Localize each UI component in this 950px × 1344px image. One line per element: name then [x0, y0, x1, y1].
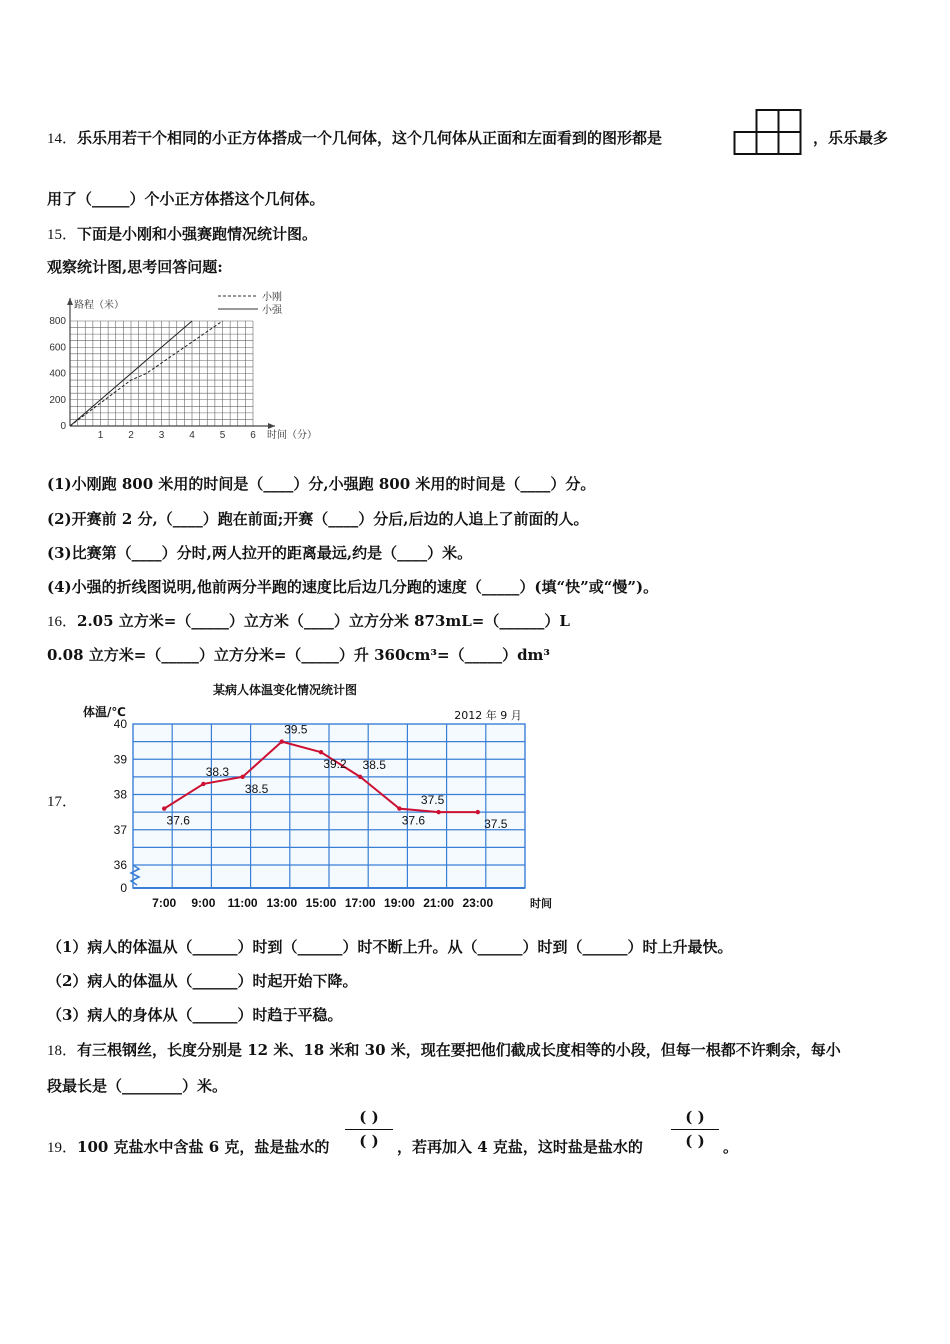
data-label: 39.2: [323, 757, 347, 772]
q19-text-c: 。: [723, 1138, 739, 1156]
q15-title-line: [47, 224, 317, 245]
y-tick-label: 0: [120, 881, 127, 895]
x-tick-label: 5: [219, 430, 226, 441]
x-tick-label: 15:00: [305, 896, 337, 910]
x-tick-label: 17:00: [344, 896, 376, 910]
y-axis-label: 路程（米）: [74, 300, 124, 311]
q15-sub3: (3)比赛第（____）分时,两人拉开的距离最远,约是（____）米。: [47, 544, 473, 562]
q17-sub3: （3）病人的身体从（______）时趋于平稳。: [47, 1006, 343, 1024]
data-point: [476, 810, 480, 814]
q19-text-a: 100 克盐水中含盐 6 克，盐是盐水的: [77, 1138, 330, 1156]
x-tick-label: 19:00: [384, 896, 415, 910]
y-tick-label: 40: [113, 717, 127, 731]
x-tick-label: 21:00: [423, 896, 454, 910]
q19-fraction-1-numerator: ( ): [359, 1108, 379, 1126]
fraction-bar: [671, 1129, 719, 1130]
q17-number: [47, 791, 77, 812]
q15-number: 15．: [47, 227, 78, 243]
q19-line: [47, 1137, 329, 1158]
x-tick-label: 4: [189, 430, 195, 441]
data-label: 38.5: [244, 781, 269, 796]
data-label: 38.3: [205, 764, 230, 779]
data-label: 37.6: [166, 813, 190, 828]
data-point: [201, 782, 205, 786]
legend-label: 小刚: [262, 292, 282, 303]
q16-line1-wrap: [47, 611, 570, 632]
q18-number: 18．: [47, 1043, 78, 1059]
q14-text-b: ，乐乐最多: [813, 129, 889, 147]
data-point: [162, 806, 166, 810]
data-label: 37.6: [401, 813, 426, 828]
data-label: 38.5: [362, 757, 386, 772]
q17-sub2: （2）病人的体温从（______）时起开始下降。: [47, 972, 358, 990]
y-tick-label: 38: [113, 787, 127, 802]
y-tick-label: 200: [49, 394, 66, 406]
x-tick-label: 9:00: [191, 896, 216, 910]
y-tick-label: 0: [60, 421, 66, 432]
data-point: [397, 806, 401, 810]
x-tick-label: 3: [158, 430, 165, 441]
legend-label: 小强: [262, 305, 282, 316]
q15-prompt: 观察统计图,思考回答问题:: [47, 258, 223, 276]
q16-line2: 0.08 立方米=（_____）立方分米=（_____）升 360cm³=（_____）dm³: [47, 646, 550, 664]
q14-square: [735, 132, 757, 154]
data-point: [319, 750, 323, 754]
x-tick-label: 2: [128, 430, 134, 441]
x-axis-label: 时间: [530, 897, 552, 910]
q15-title: 下面是小刚和小强赛跑情况统计图。: [77, 225, 318, 243]
q19-fraction-2-numerator: ( ): [685, 1108, 705, 1126]
temperature-chart: [78, 678, 552, 916]
q16-line1: 2.05 立方米=（_____）立方米（____）立方分米 873mL=（______）L: [77, 612, 570, 630]
data-point: [280, 739, 284, 743]
q15-sub1: (1)小刚跑 800 米用的时间是（____）分,小强跑 800 米用的时间是（____）分。: [47, 475, 596, 493]
y-axis-label: 体温/℃: [83, 705, 126, 719]
y-tick-label: 37: [113, 822, 127, 837]
data-point: [358, 775, 362, 779]
q14-line2: 用了（_____）个小正方体搭这个几何体。: [47, 190, 325, 208]
x-axis-label: 时间（分）: [267, 430, 317, 441]
chart-subtitle: 2012 年 9 月: [454, 709, 522, 722]
y-tick-label: 400: [49, 368, 66, 380]
q19-fraction-2: [667, 1108, 723, 1150]
fraction-bar: [345, 1129, 393, 1130]
q18-line1-wrap: [47, 1040, 841, 1061]
y-axis-arrow: [67, 298, 73, 305]
x-tick-label: 1: [97, 430, 104, 441]
q14-square: [779, 110, 801, 132]
data-point: [436, 810, 440, 814]
x-tick-label: 7:00: [152, 896, 177, 910]
q19-fraction-1: [341, 1108, 397, 1150]
data-label: 37.5: [420, 793, 445, 808]
q14-square: [757, 132, 779, 154]
q15-sub4: (4)小强的折线图说明,他前两分半跑的速度比后边几分跑的速度（_____）(填“快”或“慢”)。: [47, 578, 659, 596]
q19-fraction-1-denominator: ( ): [359, 1132, 379, 1150]
q16-number: 16．: [47, 614, 78, 630]
q14-text-a: 乐乐用若干个相同的小正方体搭成一个几何体，这个几何体从正面和左面看到的图形都是: [77, 129, 663, 147]
x-tick-label: 11:00: [227, 896, 258, 910]
q14-line1: [47, 128, 662, 149]
q19-number: 19．: [47, 1140, 78, 1156]
q14-number: 14．: [47, 131, 78, 147]
q19-fraction-2-denominator: ( ): [685, 1132, 705, 1150]
y-tick-label: 600: [49, 342, 66, 354]
y-tick-label: 39: [113, 752, 127, 767]
q14-square: [779, 132, 801, 154]
chart-title: 某病人体温变化情况统计图: [212, 683, 358, 697]
data-label: 39.5: [284, 722, 308, 737]
race-chart: [40, 286, 340, 446]
q14-shape-figure: [733, 107, 805, 157]
q19-text-b: ，若再加入 4 克盐，这时盐是盐水的: [397, 1138, 643, 1156]
x-axis-arrow: [268, 423, 275, 429]
q17-number-text: 17．: [47, 794, 78, 810]
x-tick-label: 13:00: [266, 896, 298, 910]
q15-sub2: (2)开赛前 2 分,（____）跑在前面;开赛（____）分后,后边的人追上了前面的人。: [47, 510, 589, 528]
x-tick-label: 6: [250, 430, 256, 441]
x-tick-label: 23:00: [462, 896, 494, 910]
y-tick-label: 800: [49, 316, 66, 327]
data-point: [240, 775, 244, 779]
q18-line1: 有三根钢丝，长度分别是 12 米、18 米和 30 米，现在要把他们截成长度相等的小段，但每一根都不许剩余，每小: [77, 1041, 841, 1059]
y-tick-label: 36: [113, 858, 127, 872]
q14-square: [757, 110, 779, 132]
q18-line2: 段最长是（________）米。: [47, 1077, 228, 1095]
q17-sub1: （1）病人的体温从（______）时到（______）时不断上升。从（______）时到（______）时上升最快。: [47, 938, 733, 956]
data-label: 37.5: [484, 817, 508, 832]
